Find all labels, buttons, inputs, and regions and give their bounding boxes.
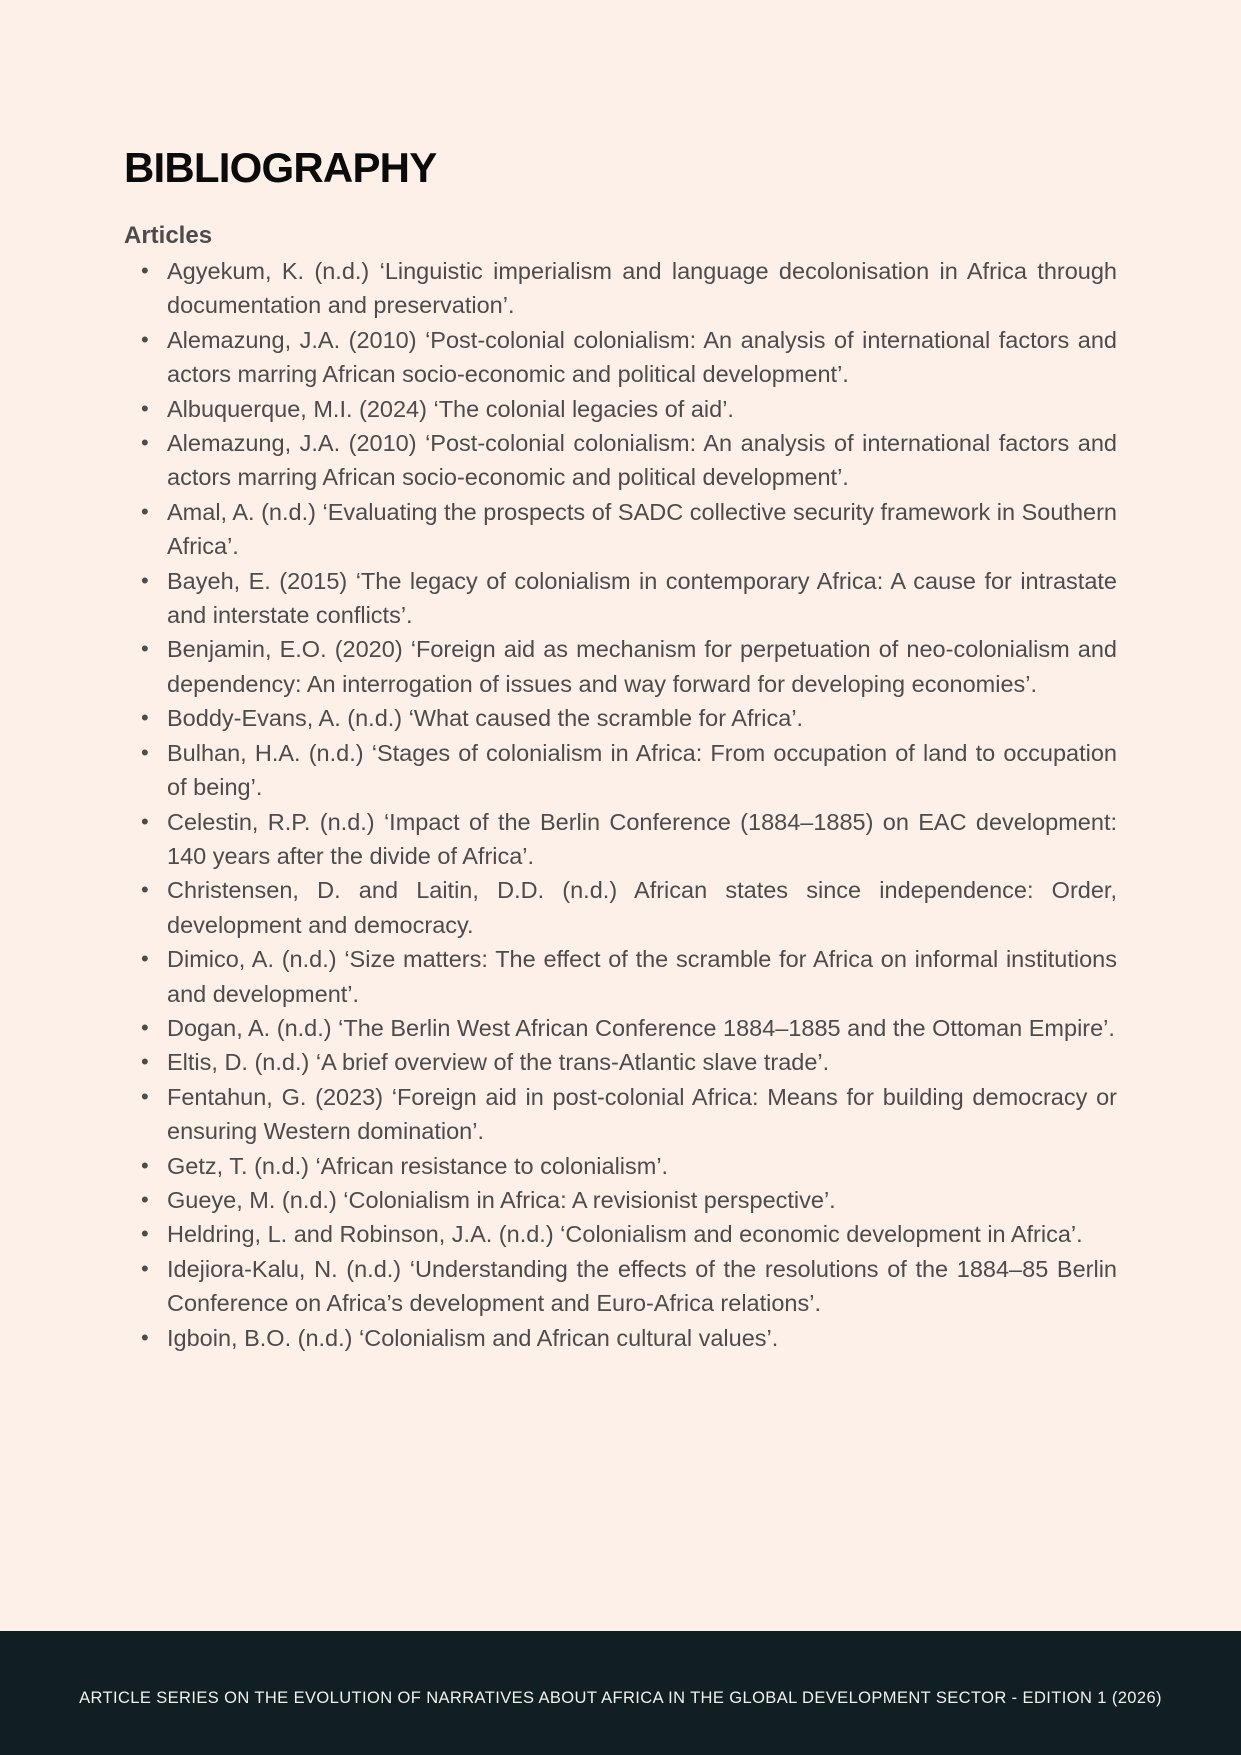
bullet-icon: • bbox=[141, 808, 149, 834]
entry-text: Amal, A. (n.d.) ‘Evaluating the prospects of SADC collective security framework in Southern Africa’. bbox=[167, 498, 1117, 560]
bibliography-entry bbox=[124, 323, 1117, 392]
bullet-icon: • bbox=[141, 498, 149, 524]
bullet-icon: • bbox=[141, 739, 149, 765]
footer-text: ARTICLE SERIES ON THE EVOLUTION OF NARRATIVES ABOUT AFRICA IN THE GLOBAL DEVELOPMENT SECTOR - EDITION 1 (2026) bbox=[79, 1689, 1162, 1707]
bibliography-entry bbox=[124, 1011, 1117, 1045]
entry-text: Gueye, M. (n.d.) ‘Colonialism in Africa: A revisionist perspective’. bbox=[167, 1186, 836, 1213]
entry-text: Dogan, A. (n.d.) ‘The Berlin West African Conference 1884–1885 and the Ottoman Empire’. bbox=[167, 1014, 1115, 1041]
page-title: BIBLIOGRAPHY bbox=[124, 144, 437, 191]
entry-text: Dimico, A. (n.d.) ‘Size matters: The effect of the scramble for Africa on informal institutions and development’. bbox=[167, 946, 1117, 1007]
entry-text: Bulhan, H.A. (n.d.) ‘Stages of colonialism in Africa: From occupation of land to occupation of being’. bbox=[167, 739, 1117, 801]
entry-text: Christensen, D. and Laitin, D.D. (n.d.) African states since independence: Order, development and democracy. bbox=[167, 877, 1117, 938]
bullet-icon: • bbox=[141, 1049, 149, 1075]
bullet-icon: • bbox=[141, 1324, 149, 1350]
bibliography-entry bbox=[124, 426, 1117, 495]
bibliography-entry bbox=[124, 632, 1117, 701]
entry-text: Idejiora-Kalu, N. (n.d.) ‘Understanding the effects of the resolutions of the 1884–85 Berlin Conference on Africa’s development and Euro-Africa relations’. bbox=[167, 1255, 1117, 1317]
bibliography-entry bbox=[124, 1217, 1117, 1251]
bullet-icon: • bbox=[141, 1152, 149, 1178]
bibliography-entry bbox=[124, 495, 1117, 564]
entry-text: Eltis, D. (n.d.) ‘A brief overview of the trans-Atlantic slave trade’. bbox=[167, 1049, 830, 1076]
entry-text: Alemazung, J.A. (2010) ‘Post-colonial colonialism: An analysis of international factors and actors marring African socio-economic and political development’. bbox=[167, 326, 1117, 388]
bullet-icon: • bbox=[141, 705, 149, 731]
bullet-icon: • bbox=[141, 567, 149, 593]
bibliography-entry bbox=[124, 701, 1117, 735]
bullet-icon: • bbox=[141, 395, 149, 421]
bullet-icon: • bbox=[141, 636, 149, 662]
bullet-icon: • bbox=[141, 430, 149, 456]
bibliography-entry bbox=[124, 1045, 1117, 1079]
bullet-icon: • bbox=[141, 1221, 149, 1247]
entry-text: Albuquerque, M.I. (2024) ‘The colonial legacies of aid’. bbox=[167, 395, 734, 422]
section-heading-articles: Articles bbox=[124, 222, 213, 249]
bibliography-entry bbox=[124, 1149, 1117, 1183]
bibliography-entry bbox=[124, 1321, 1117, 1355]
bibliography-entry bbox=[124, 254, 1117, 323]
bibliography-entry bbox=[124, 805, 1117, 874]
bullet-icon: • bbox=[141, 1083, 149, 1109]
bullet-icon: • bbox=[141, 1255, 149, 1281]
bibliography-entry bbox=[124, 392, 1117, 426]
bullet-icon: • bbox=[141, 326, 149, 352]
bullet-icon: • bbox=[141, 1186, 149, 1212]
entry-text: Getz, T. (n.d.) ‘African resistance to colonialism’. bbox=[167, 1152, 669, 1179]
bibliography-entry bbox=[124, 1080, 1117, 1149]
entry-text: Alemazung, J.A. (2010) ‘Post-colonial colonialism: An analysis of international factors and actors marring African socio-economic and political development’. bbox=[167, 430, 1117, 491]
entry-text: Boddy-Evans, A. (n.d.) ‘What caused the scramble for Africa’. bbox=[167, 705, 804, 732]
bullet-icon: • bbox=[141, 258, 149, 283]
bullet-icon: • bbox=[141, 1014, 149, 1040]
entry-text: Bayeh, E. (2015) ‘The legacy of colonialism in contemporary Africa: A cause for intrastate and interstate conflicts’. bbox=[167, 567, 1117, 629]
bibliography-entry bbox=[124, 1252, 1117, 1321]
bibliography-entry bbox=[124, 873, 1117, 942]
bibliography-list bbox=[124, 254, 1117, 1355]
entry-text: Heldring, L. and Robinson, J.A. (n.d.) ‘Colonialism and economic development in Africa’. bbox=[167, 1221, 1083, 1248]
bibliography-entry bbox=[124, 1183, 1117, 1217]
bibliography-entry bbox=[124, 564, 1117, 633]
entry-text: Fentahun, G. (2023) ‘Foreign aid in post-colonial Africa: Means for building democracy or ensuring Western domination’. bbox=[167, 1083, 1117, 1145]
bibliography-entry bbox=[124, 736, 1117, 805]
bibliography-entry bbox=[124, 942, 1117, 1011]
entry-text: Benjamin, E.O. (2020) ‘Foreign aid as mechanism for perpetuation of neo-colonialism and dependency: An interrogation of issues and way forward for developing economies’. bbox=[167, 636, 1117, 697]
bullet-icon: • bbox=[141, 946, 149, 972]
entry-text: Celestin, R.P. (n.d.) ‘Impact of the Berlin Conference (1884–1885) on EAC development: 140 years after the divide of Africa’. bbox=[167, 808, 1117, 869]
entry-text: Igboin, B.O. (n.d.) ‘Colonialism and African cultural values’. bbox=[167, 1324, 779, 1351]
bullet-icon: • bbox=[141, 877, 149, 903]
entry-text: Agyekum, K. (n.d.) ‘Linguistic imperialism and language decolonisation in Africa through documentation and preservation’. bbox=[167, 258, 1117, 319]
